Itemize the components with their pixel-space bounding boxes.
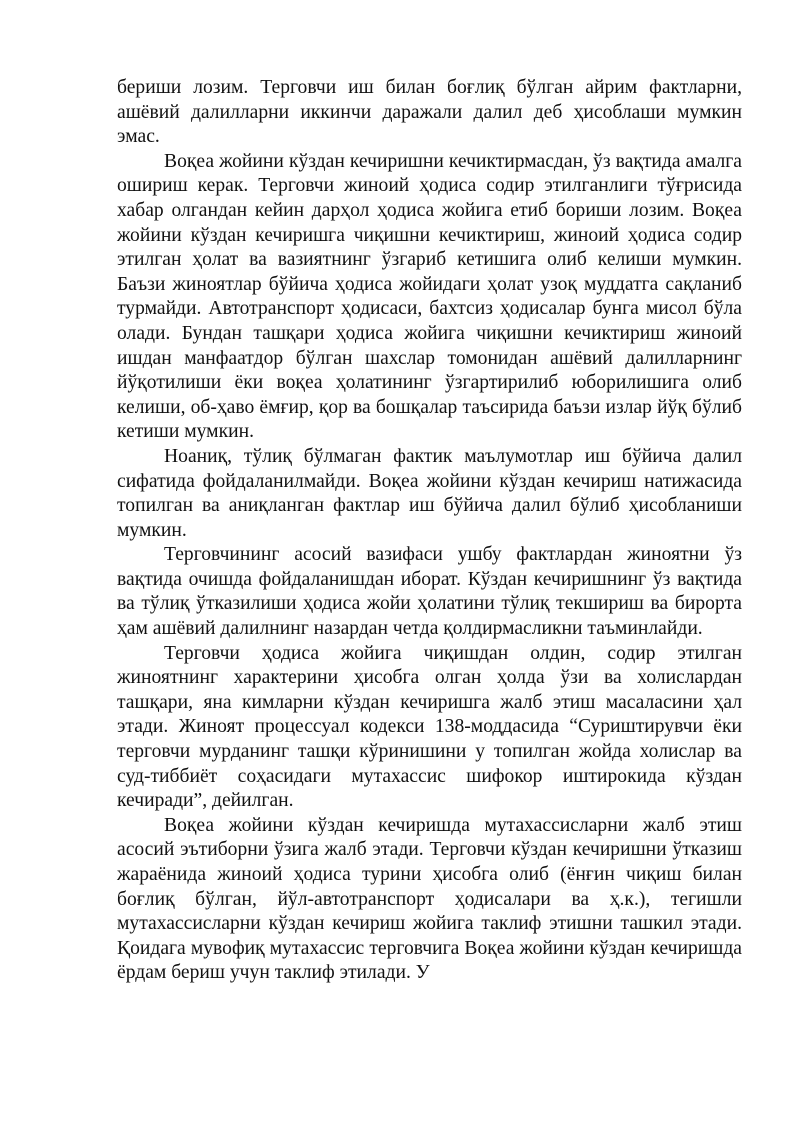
document-page xyxy=(117,76,742,986)
paragraph-1: бериши лозим. Терговчи иш билан боғлиқ бўлган айрим фактларни, ашёвий далилларни иккинчи даражали далил деб ҳисоблаши мумкин эмас. xyxy=(117,77,742,148)
paragraph-6: Воқеа жойини кўздан кечиришда мутахассисларни жалб этиш асосий эътиборни ўзига жалб этади. Терговчи кўздан кечиришни ўтказиш жараёнида жиноий ҳодиса турини ҳисобга олиб (ёнғин чиқиш билан боғлиқ бўлган, йўл-автотранспорт ҳодисалари ва ҳ.к.), тегишли мутахассисларни кўздан кечириш жойига таклиф этишни ташкил этади. Қоидага мувофиқ мутахассис терговчига Воқеа жойини кўздан кечиришда ёрдам бериш учун таклиф этилади. У xyxy=(117,814,742,984)
paragraph-4: Терговчининг асосий вазифаси ушбу фактлардан жиноятни ўз вақтида очишда фойдаланишдан иборат. Кўздан кечиришнинг ўз вақтида ва тўлиқ ўтказилиши ҳодиса жойи ҳолатини тўлиқ текшириш ва бирорта ҳам ашёвий далилнинг назардан четда қолдирмасликни таъминлайди. xyxy=(117,544,742,640)
paragraph-3: Ноаниқ, тўлиқ бўлмаган фактик маълумотлар иш бўйича далил сифатида фойдаланилмайди. Воқеа жойини кўздан кечириш натижасида топилган ва аниқланган фактлар иш бўйича далил бўлиб ҳисобланиши мумкин. xyxy=(117,445,742,541)
paragraph-2: Воқеа жойини кўздан кечиришни кечиктирмасдан, ўз вақтида амалга ошириш керак. Терговчи жиноий ҳодиса содир этилганлиги тўғрисида хабар олгандан кейин дарҳол ҳодиса жойига етиб бориши лозим. Воқеа жойини кўздан кечиришга чиқишни кечиктириш, жиноий ҳодиса содир этилган ҳолат ва вазиятнинг ўзгариб кетишига олиб келиши мумкин. Баъзи жиноятлар бўйича ҳодиса жойидаги ҳолат узоқ муддатга сақланиб турмайди. Автотранспорт ҳодисаси, бахтсиз ҳодисалар бунга мисол бўла олади. Бундан ташқари ҳодиса жойига чиқишни кечиктириш жиноий ишдан манфаатдор бўлган шахслар томонидан ашёвий далилларнинг йўқотилиши ёки воқеа ҳолатининг ўзгартирилиб юборилишига олиб келиши, об-ҳаво ёмғир, қор ва бошқалар таъсирида баъзи излар йўқ бўлиб кетиши мумкин. xyxy=(117,150,742,443)
paragraph-5: Терговчи ҳодиса жойига чиқишдан олдин, содир этилган жиноятнинг характерини ҳисобга олган ҳолда ўзи ва холислардан ташқари, яна кимларни кўздан кечиришга жалб этиш масаласини ҳал этади. Жиноят процессуал кодекси 138-моддасида “Суриштирувчи ёки терговчи мурданинг ташқи кўринишини у топилган жойда холислар ва суд-тиббиёт соҳасидаги мутахассис шифокор иштирокида кўздан кечиради”, дейилган. xyxy=(117,642,742,812)
